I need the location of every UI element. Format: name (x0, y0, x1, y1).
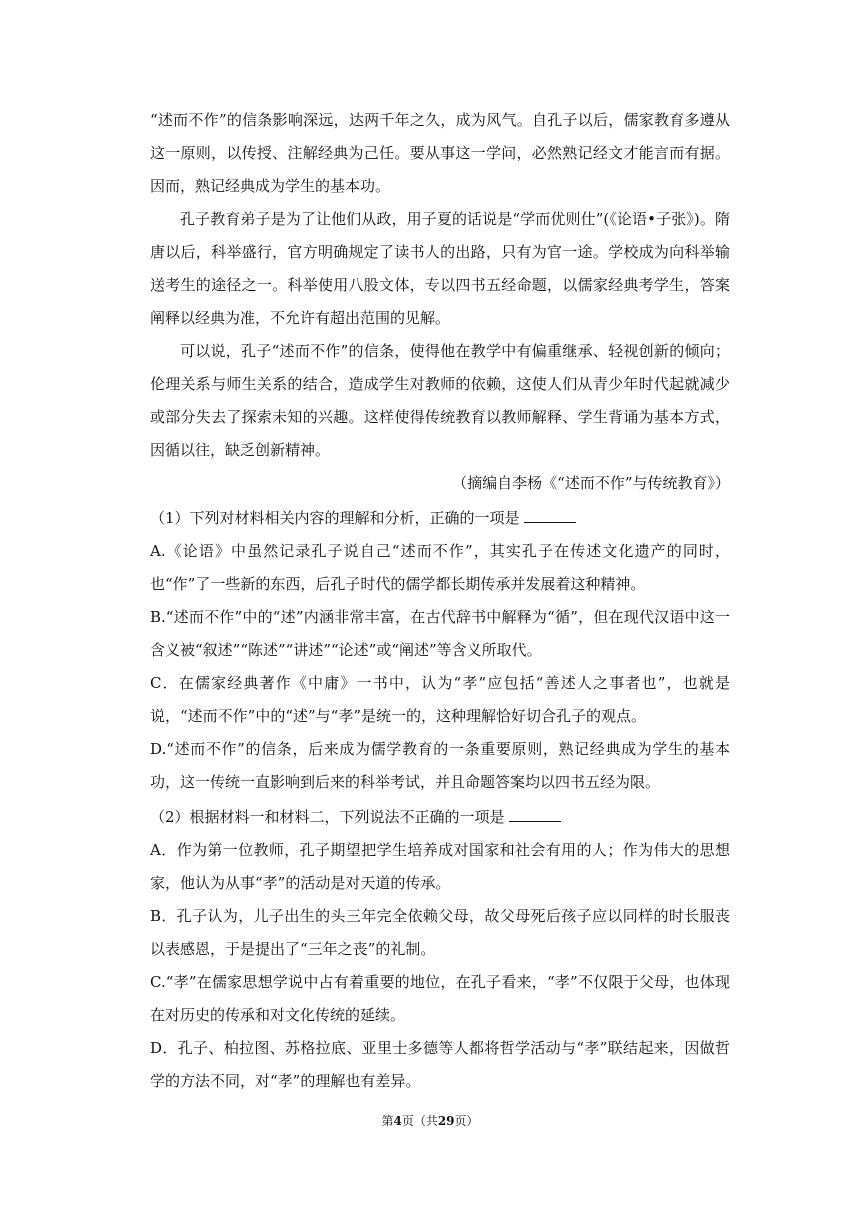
question-2-option-d: D．孔子、柏拉图、苏格拉底、亚里士多德等人都将哲学活动与“孝”联结起来，因做哲学的方法不同，对“孝”的理解也有差异。 (150, 1039, 730, 1090)
document-body (150, 104, 730, 1098)
question-2-option-a: A．作为第一位教师，孔子期望把学生培养成对国家和社会有用的人；作为伟大的思想家，他认为从事“孝”的活动是对天道的传承。 (150, 841, 730, 892)
answer-blank-1 (524, 508, 576, 523)
question-1-option-a: A.《论语》中虽然记录孔子说自己“述而不作”，其实孔子在传述文化遗产的同时，也“作”了一些新的东西，后孔子时代的儒学都长期传承并发展着这种精神。 (150, 542, 730, 593)
source-citation: （摘编自李杨《“述而不作”与传统教育》） (452, 474, 730, 492)
question-2-option-b: B．孔子认为，儿子出生的头三年完全依赖父母，故父母死后孩子应以同样的时长服丧以表感恩，于是提出了“三年之丧”的礼制。 (150, 907, 730, 958)
paragraph-3: 可以说，孔子“述而不作”的信条，使得他在教学中有偏重继承、轻视创新的倾向；伦理关系与师生关系的结合，造成学生对教师的依赖，这使人们从青少年时代起就减少或部分失去了探索未知的兴趣。这样使得传统教育以教师解释、学生背诵为基本方式，因循以往，缺乏创新精神。 (150, 342, 730, 459)
answer-blank-2 (509, 807, 561, 822)
current-page-number: 4 (393, 1114, 402, 1128)
question-2-option-c: C.“孝”在儒家思想学说中占有着重要的地位，在孔子看来，“孝”不仅限于父母，也体现在对历史的传承和对文化传统的延续。 (150, 973, 730, 1024)
question-1-option-b: B.“述而不作”中的“述”内涵非常丰富，在古代辞书中解释为“循”，但在现代汉语中这一含义被“叙述”“陈述”“讲述”“论述”或“阐述”等含义所取代。 (150, 608, 730, 659)
page-footer: 第4页（共29页） (381, 1114, 479, 1128)
question-1-option-d: D.“述而不作”的信条，后来成为儒学教育的一条重要原则，熟记经典成为学生的基本功，这一传统一直影响到后来的科举考试，并且命题答案均以四书五经为限。 (150, 740, 730, 791)
question-2-stem: （2）根据材料一和材料二，下列说法不正确的一项是 (150, 801, 730, 834)
question-1-stem: （1）下列对材料相关内容的理解和分析，正确的一项是 (150, 502, 730, 535)
paragraph-2: 孔子教育弟子是为了让他们从政，用子夏的话说是“学而优则仕”(《论语•子张》)。隋唐以后，科举盛行，官方明确规定了读书人的出路，只有为官一途。学校成为向科举输送考生的途径之一。科举使用八股文体，专以四书五经命题，以儒家经典考学生，答案阐释以经典为准，不允许有超出范围的见解。 (150, 210, 730, 327)
question-1-option-c: C．在儒家经典著作《中庸》一书中，认为“孝”应包括“善述人之事者也”，也就是说，“述而不作”中的“述”与“孝”是统一的，这种理解恰好切合孔子的观点。 (150, 674, 730, 725)
paragraph-1: “述而不作”的信条影响深远，达两千年之久，成为风气。自孔子以后，儒家教育多遵从这一原则，以传授、注解经典为己任。要从事这一学问，必然熟记经文才能言而有据。因而，熟记经典成为学生的基本功。 (150, 111, 730, 195)
total-page-count: 29 (437, 1114, 455, 1128)
